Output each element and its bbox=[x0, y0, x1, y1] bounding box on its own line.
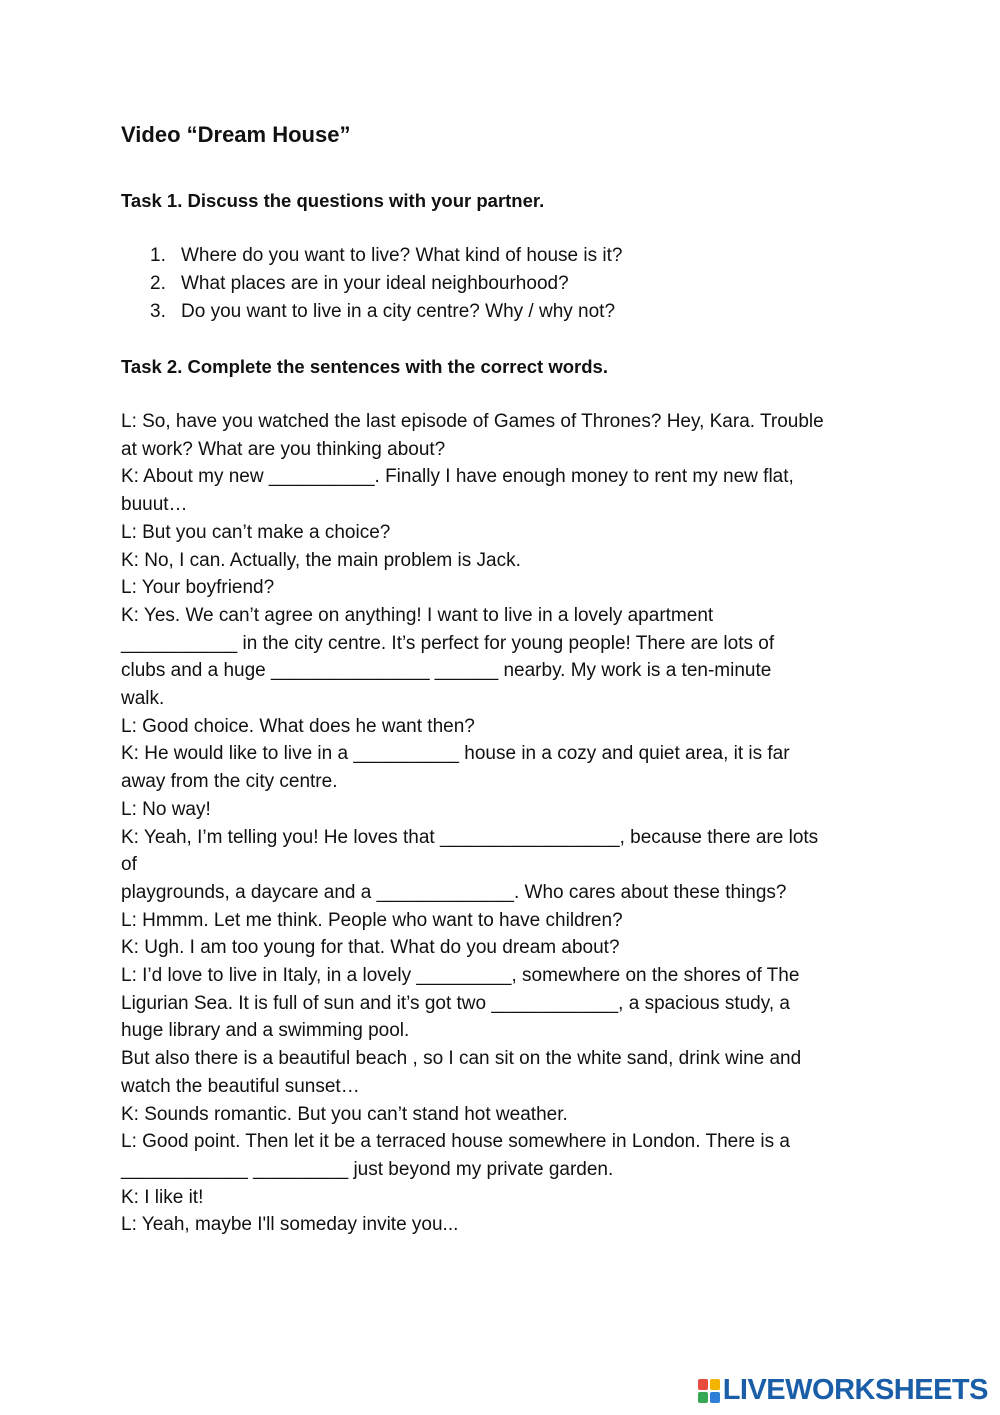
dialogue-line: L: I’d love to live in Italy, in a lovely _________, somewhere on the shores of The bbox=[121, 965, 800, 987]
task1-question-list bbox=[150, 242, 622, 325]
logo-mark-square bbox=[698, 1379, 708, 1390]
dialogue-line: K: He would like to live in a __________ house in a cozy and quiet area, it is far bbox=[121, 743, 790, 765]
question-number: 2. bbox=[150, 272, 166, 294]
question-text: Do you want to live in a city centre? Why / why not? bbox=[181, 300, 616, 322]
dialogue-line: K: Yeah, I’m telling you! He loves that _________________, because there are lots bbox=[121, 826, 819, 848]
liveworksheets-logo[interactable] bbox=[698, 1374, 988, 1407]
logo-mark-square bbox=[698, 1392, 708, 1403]
dialogue-line: K: I like it! bbox=[121, 1186, 204, 1208]
dialogue-line: L: Good choice. What does he want then? bbox=[121, 715, 475, 737]
dialogue-line: K: Sounds romantic. But you can’t stand hot weather. bbox=[121, 1103, 568, 1125]
dialogue-line: of bbox=[121, 854, 137, 876]
dialogue-line: L: Your boyfriend? bbox=[121, 577, 275, 599]
dialogue-line: huge library and a swimming pool. bbox=[121, 1020, 410, 1042]
dialogue-line: at work? What are you thinking about? bbox=[121, 438, 446, 460]
dialogue-line: L: Good point. Then let it be a terraced house somewhere in London. There is a bbox=[121, 1131, 790, 1153]
dialogue-line: Ligurian Sea. It is full of sun and it’s got two ____________, a spacious study, a bbox=[121, 992, 790, 1014]
dialogue-line: K: Yes. We can’t agree on anything! I want to live in a lovely apartment bbox=[121, 604, 714, 626]
logo-mark-square bbox=[710, 1392, 720, 1403]
question-text: What places are in your ideal neighbourhood? bbox=[181, 272, 569, 294]
dialogue-line: away from the city centre. bbox=[121, 771, 338, 793]
dialogue-line: K: About my new __________. Finally I have enough money to rent my new flat, bbox=[121, 466, 794, 488]
list-item bbox=[150, 298, 622, 326]
dialogue-line: L: Yeah, maybe I'll someday invite you... bbox=[121, 1214, 459, 1236]
list-item bbox=[150, 270, 622, 298]
page-title: Video “Dream House” bbox=[121, 122, 351, 147]
dialogue-line: buuut… bbox=[121, 494, 188, 516]
dialogue-line: L: So, have you watched the last episode of Games of Thrones? Hey, Kara. Trouble bbox=[121, 411, 824, 432]
logo-text: LIVEWORKSHEETS bbox=[722, 1374, 988, 1406]
liveworksheets-logo-icon bbox=[698, 1379, 720, 1403]
dialogue-line: watch the beautiful sunset… bbox=[121, 1075, 360, 1097]
logo-mark-square bbox=[710, 1379, 720, 1390]
dialogue-line: K: Ugh. I am too young for that. What do you dream about? bbox=[121, 937, 620, 959]
dialogue-line: L: But you can’t make a choice? bbox=[121, 521, 391, 543]
dialogue-line: ___________ in the city centre. It’s perfect for young people! There are lots of bbox=[121, 632, 775, 654]
question-text: Where do you want to live? What kind of house is it? bbox=[181, 245, 623, 266]
dialogue-line: playgrounds, a daycare and a _____________. Who cares about these things? bbox=[121, 881, 787, 903]
task2-dialogue bbox=[121, 408, 891, 1239]
list-item bbox=[150, 242, 622, 270]
dialogue-line: L: No way! bbox=[121, 798, 211, 820]
question-number: 3. bbox=[150, 300, 166, 322]
dialogue-line: clubs and a huge _______________ ______ nearby. My work is a ten-minute bbox=[121, 660, 772, 682]
task2-heading: Task 2. Complete the sentences with the correct words. bbox=[121, 356, 608, 377]
dialogue-line: K: No, I can. Actually, the main problem is Jack. bbox=[121, 549, 521, 571]
question-number: 1. bbox=[150, 245, 166, 266]
dialogue-line: But also there is a beautiful beach , so I can sit on the white sand, drink wine and bbox=[121, 1048, 802, 1070]
dialogue-line: ____________ _________ just beyond my private garden. bbox=[121, 1158, 614, 1180]
dialogue-line: L: Hmmm. Let me think. People who want to have children? bbox=[121, 909, 623, 931]
task1-heading: Task 1. Discuss the questions with your partner. bbox=[121, 190, 545, 211]
dialogue-line: walk. bbox=[121, 688, 165, 710]
